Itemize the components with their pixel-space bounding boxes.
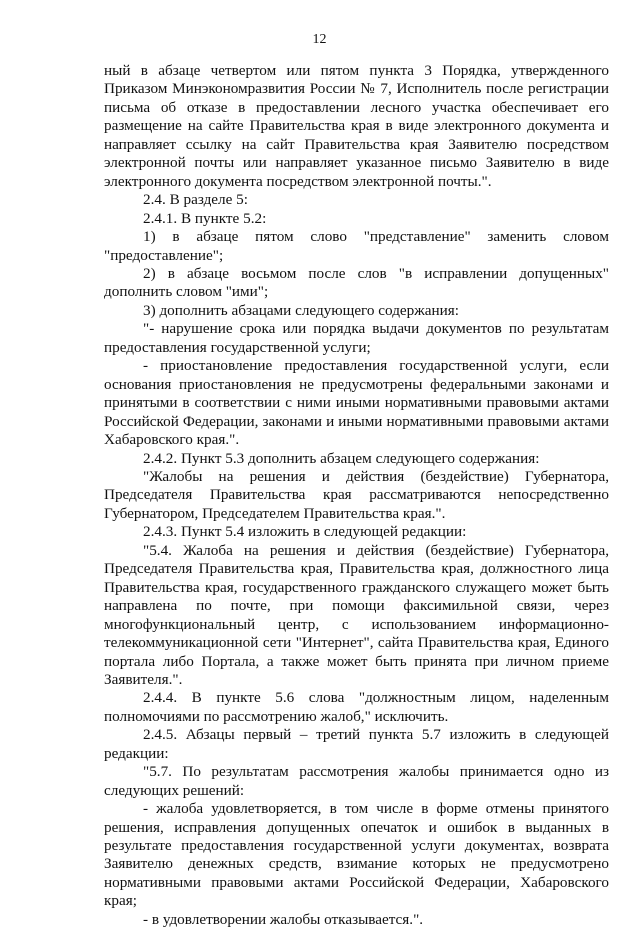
paragraph: - жалоба удовлетворяется, в том числе в форме отмены принятого решения, исправления допущенных опечаток и ошибок в выданных в результате предоставления государственной услуги документах, возврата Заявителю денежных средств, взимание которых не предусмотрено нормативными правовыми актами Российской Федерации, Хабаровского края; [104, 800, 609, 910]
paragraph: "- нарушение срока или порядка выдачи документов по результатам предоставления государственной услуги; [104, 320, 609, 356]
paragraph: "Жалобы на решения и действия (бездействие) Губернатора, Председателя Правительства края рассматриваются непосредственно Губернатором, Председателем Правительства края.". [104, 467, 609, 522]
paragraph: 2.4.4. В пункте 5.6 слова "должностным лицом, наделенным полномочиями по рассмотрению жалоб," исключить. [104, 689, 609, 725]
paragraph: 2.4.2. Пункт 5.3 дополнить абзацем следующего содержания: [143, 449, 540, 467]
paragraph: - в удовлетворении жалобы отказывается.". [143, 910, 424, 928]
paragraph: 3) дополнить абзацами следующего содержания: [143, 301, 459, 319]
paragraph: "5.4. Жалоба на решения и действия (бездействие) Губернатора, Председателя Правительства края, Правительства края, должностного лица Правительства края, государственного гражданского служащего может быть направлена по почте, при помощи факсимильной связи, через многофункциональный центр, с использованием информационно-телекоммуникационной сети "Интернет", сайта Правительства края, Единого портала либо Портала, а также может быть принята при личном приеме Заявителя.". [104, 541, 609, 688]
paragraph: - приостановление предоставления государственной услуги, если основания приостановления не предусмотрены федеральными законами и принятыми в соответствии с ними иными нормативными правовыми актами Российской Федерации, законами и иными нормативными правовыми актами Хабаровского края.". [104, 357, 609, 449]
paragraph: 2.4.3. Пункт 5.4 изложить в следующей редакции: [143, 523, 467, 541]
paragraph: 2.4.5. Абзацы первый – третий пункта 5.7 изложить в следующей редакции: [104, 726, 609, 762]
page-number: 12 [312, 32, 327, 47]
document-body [104, 62, 609, 929]
paragraph: 2.4. В разделе 5: [143, 191, 248, 209]
paragraph: 2) в абзаце восьмом после слов "в исправлении допущенных" дополнить словом "ими"; [104, 264, 609, 301]
paragraph: ный в абзаце четвертом или пятом пункта 3 Порядка, утвержденного Приказом Минэкономразвития России № 7, Исполнитель после регистрации письма об отказе в предоставлении лесного участка обеспечивает его размещение на сайте Правительства края в виде электронного документа и направляет ссылку на сайт Правительства края Заявителю посредством электронной почты или направляет указанное письмо Заявителю в виде электронного документа посредством электронной почты.". [104, 62, 609, 190]
paragraph: 2.4.1. В пункте 5.2: [143, 209, 267, 227]
paragraph: 1) в абзаце пятом слово "представление" заменить словом "предоставление"; [104, 228, 609, 264]
paragraph: "5.7. По результатам рассмотрения жалобы принимается одно из следующих решений: [104, 763, 609, 799]
